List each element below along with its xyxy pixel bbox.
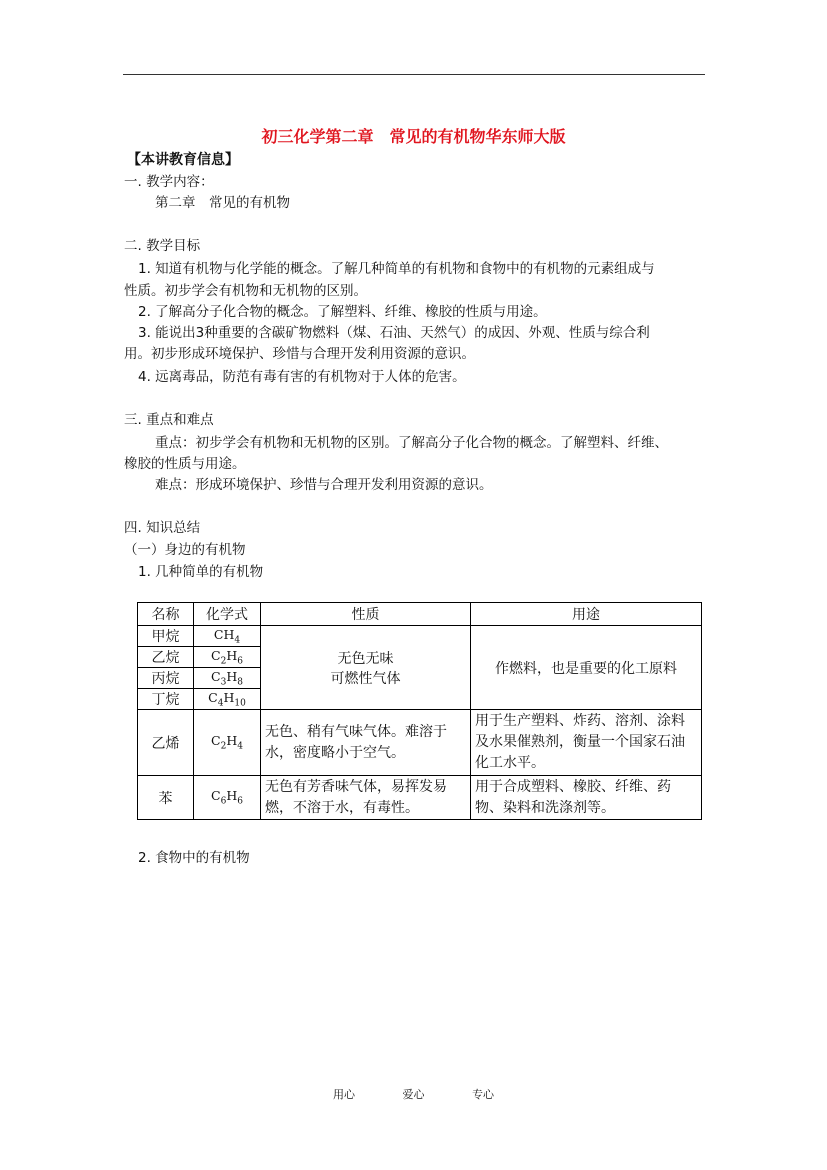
alkane-property-line-2: 可燃性气体 [330, 670, 401, 687]
objective-1-line-1: 1. 知道有机物与化学能的概念。了解几种简单的有机物和食物中的有机物的元素组成与 [138, 261, 655, 277]
table-row [138, 626, 702, 647]
page-footer [0, 1086, 827, 1102]
footer-text-3: 专心 [472, 1088, 494, 1101]
key-point-line-1: 重点：初步学会有机物和无机物的区别。了解高分子化合物的概念。了解塑料、纤维、 [155, 435, 668, 451]
compound-name: 乙烷 [138, 647, 194, 668]
subsection-1-item-1: 1. 几种简单的有机物 [138, 564, 264, 580]
footer-text-2: 爱心 [402, 1088, 425, 1101]
table-row [138, 776, 702, 820]
subsection-1-heading: （一）身边的有机物 [124, 542, 246, 558]
chemical-formula: $C_4H_{10}$ [194, 689, 261, 710]
footer-text-1: 用心 [333, 1088, 355, 1101]
section-2-heading: 二. 教学目标 [124, 238, 201, 254]
compound-name: 乙烯 [138, 710, 194, 776]
compound-name: 丙烷 [138, 668, 194, 689]
table-row [138, 710, 702, 776]
document-title: 初三化学第二章 常见的有机物华东师大版 [261, 127, 566, 146]
difficulty-line: 难点：形成环境保护、珍惜与合理开发利用资源的意识。 [155, 477, 493, 493]
compound-name: 甲烷 [138, 626, 194, 647]
objective-1-line-2: 性质。初步学会有机物和无机物的区别。 [124, 283, 367, 299]
compound-name: 丁烷 [138, 689, 194, 710]
table-header-use: 用途 [471, 603, 702, 626]
subsection-1-item-2: 2. 食物中的有机物 [138, 850, 250, 866]
organic-compounds-table [137, 602, 702, 820]
alkane-property-line-1: 无色无味 [337, 650, 394, 667]
chemical-formula: $C_2H_6$ [194, 647, 261, 668]
compound-use: 用于生产塑料、炸药、溶剂、涂料及水果催熟剂，衡量一个国家石油化工水平。 [471, 710, 702, 776]
objective-3-line-1: 3. 能说出3种重要的含碳矿物燃料（煤、石油、天然气）的成因、外观、性质与综合利 [138, 325, 650, 341]
key-point-line-2: 橡胶的性质与用途。 [124, 456, 246, 472]
section-header: 【本讲教育信息】 [127, 152, 239, 168]
chemical-formula: $C_3H_8$ [194, 668, 261, 689]
alkane-use-cell: 作燃料，也是重要的化工原料 [471, 626, 702, 710]
table-header-name: 名称 [138, 603, 194, 626]
objective-3-line-2: 用。初步形成环境保护、珍惜与合理开发利用资源的意识。 [124, 346, 475, 362]
alkane-property-cell [261, 626, 471, 710]
table-header-property: 性质 [261, 603, 471, 626]
section-3-heading: 三. 重点和难点 [124, 412, 214, 428]
objective-4: 4. 远离毒品，防范有毒有害的有机物对于人体的危害。 [138, 369, 466, 385]
chemical-formula: $CH_4$ [194, 626, 261, 647]
objective-2: 2. 了解高分子化合物的概念。了解塑料、纤维、橡胶的性质与用途。 [138, 304, 547, 320]
chemical-formula: $C_6H_6$ [194, 776, 261, 820]
compound-property: 无色、稍有气味气体。难溶于水，密度略小于空气。 [261, 710, 471, 776]
chemical-formula: $C_2H_4$ [194, 710, 261, 776]
section-1-heading: 一. 教学内容： [124, 174, 214, 190]
section-1-content: 第二章 常见的有机物 [155, 195, 290, 211]
compound-use: 用于合成塑料、橡胶、纤维、药物、染料和洗涤剂等。 [471, 776, 702, 820]
table-header-row [138, 603, 702, 626]
compound-property: 无色有芳香味气体，易挥发易燃，不溶于水，有毒性。 [261, 776, 471, 820]
section-4-heading: 四. 知识总结 [124, 520, 201, 536]
compound-name: 苯 [138, 776, 194, 820]
header-rule [123, 74, 705, 75]
table-header-formula: 化学式 [194, 603, 261, 626]
